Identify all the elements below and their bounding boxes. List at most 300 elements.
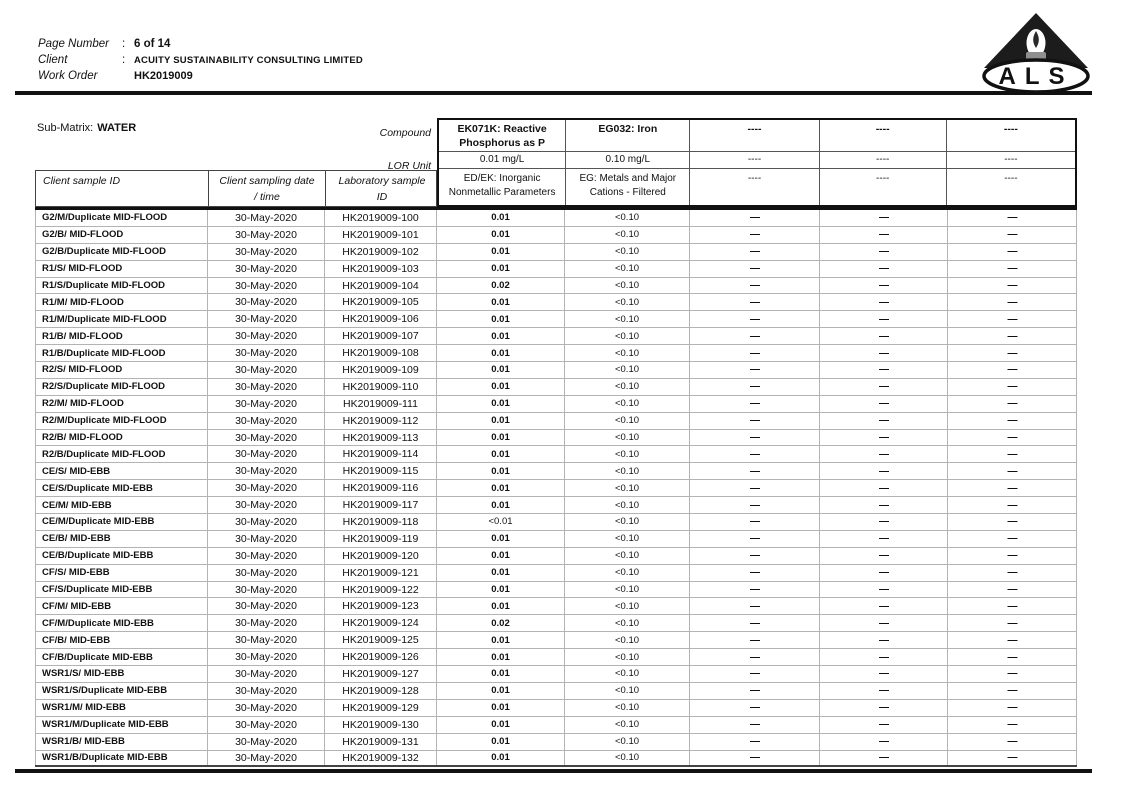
result-value-cell: <0.10 bbox=[565, 379, 690, 395]
sampling-date-cell: 30-May-2020 bbox=[208, 649, 325, 665]
table-row bbox=[35, 446, 1077, 463]
result-value-cell: — bbox=[948, 598, 1077, 614]
result-value-cell: <0.10 bbox=[565, 683, 690, 699]
result-value-cell: <0.10 bbox=[565, 294, 690, 310]
sampling-date-cell: 30-May-2020 bbox=[208, 278, 325, 294]
work-order-label: Work Order bbox=[38, 70, 98, 82]
result-value-cell: <0.10 bbox=[565, 480, 690, 496]
result-value-cell: — bbox=[948, 514, 1077, 530]
lab-sample-id-cell: HK2019009-100 bbox=[325, 210, 437, 226]
result-value-cell: <0.10 bbox=[565, 700, 690, 716]
result-value-cell: — bbox=[690, 683, 820, 699]
table-row bbox=[35, 666, 1077, 683]
result-value-cell: — bbox=[820, 598, 948, 614]
client-sample-id-cell: R2/S/Duplicate MID-FLOOD bbox=[35, 379, 208, 395]
result-value-cell: 0.01 bbox=[437, 328, 565, 344]
result-value-cell: — bbox=[690, 598, 820, 614]
result-value-cell: — bbox=[948, 683, 1077, 699]
compound-lor: 0.01 mg/L bbox=[439, 152, 565, 169]
sampling-date-cell: 30-May-2020 bbox=[208, 328, 325, 344]
client-sample-id-cell: WSR1/S/Duplicate MID-EBB bbox=[35, 683, 208, 699]
result-value-cell: — bbox=[948, 430, 1077, 446]
sampling-date-cell: 30-May-2020 bbox=[208, 446, 325, 462]
page-number-row bbox=[38, 38, 363, 54]
client-sample-id-cell: CF/S/Duplicate MID-EBB bbox=[35, 582, 208, 598]
result-value-cell: <0.10 bbox=[565, 582, 690, 598]
table-row bbox=[35, 649, 1077, 666]
result-value-cell: 0.01 bbox=[437, 666, 565, 682]
table-row bbox=[35, 751, 1077, 768]
result-value-cell: — bbox=[690, 514, 820, 530]
als-logo bbox=[980, 10, 1092, 96]
compound-lor: ---- bbox=[820, 152, 946, 169]
sampling-date-header-line2: / time bbox=[254, 190, 280, 203]
sampling-date-cell: 30-May-2020 bbox=[208, 615, 325, 631]
result-value-cell: — bbox=[820, 278, 948, 294]
result-value-cell: 0.01 bbox=[437, 683, 565, 699]
sampling-date-cell: 30-May-2020 bbox=[208, 362, 325, 378]
client-sample-id-cell: R2/M/Duplicate MID-FLOOD bbox=[35, 413, 208, 429]
table-row bbox=[35, 717, 1077, 734]
result-value-cell: 0.01 bbox=[437, 751, 565, 766]
client-sample-id-cell: WSR1/B/Duplicate MID-EBB bbox=[35, 751, 208, 766]
result-value-cell: <0.10 bbox=[565, 227, 690, 243]
result-value-cell: 0.01 bbox=[437, 598, 565, 614]
client-row bbox=[38, 54, 363, 70]
client-sample-id-cell: WSR1/S/ MID-EBB bbox=[35, 666, 208, 682]
client-sample-id-cell: WSR1/B/ MID-EBB bbox=[35, 734, 208, 750]
lab-sample-id-cell: HK2019009-120 bbox=[325, 548, 437, 564]
result-value-cell: — bbox=[690, 751, 820, 766]
compound-column bbox=[690, 120, 819, 205]
table-row bbox=[35, 362, 1077, 379]
result-value-cell: <0.10 bbox=[565, 598, 690, 614]
result-value-cell: — bbox=[948, 294, 1077, 310]
work-order-value: HK2019009 bbox=[134, 70, 193, 82]
sampling-date-cell: 30-May-2020 bbox=[208, 565, 325, 581]
compound-method-group: EG: Metals and Major Cations - Filtered bbox=[579, 173, 677, 198]
sub-matrix-label: Sub-Matrix: bbox=[37, 122, 94, 134]
result-value-cell: <0.10 bbox=[565, 565, 690, 581]
results-table bbox=[35, 118, 1077, 773]
sampling-date-cell: 30-May-2020 bbox=[208, 734, 325, 750]
compound-name: ---- bbox=[820, 120, 946, 152]
result-value-cell: 0.02 bbox=[437, 278, 565, 294]
lab-sample-id-cell: HK2019009-128 bbox=[325, 683, 437, 699]
result-value-cell: — bbox=[690, 244, 820, 260]
client-sample-id-cell: R1/M/Duplicate MID-FLOOD bbox=[35, 311, 208, 327]
table-row bbox=[35, 244, 1077, 261]
sampling-date-cell: 30-May-2020 bbox=[208, 244, 325, 260]
lab-sample-id-cell: HK2019009-131 bbox=[325, 734, 437, 750]
result-value-cell: 0.01 bbox=[437, 565, 565, 581]
result-value-cell: 0.01 bbox=[437, 497, 565, 513]
sampling-date-cell: 30-May-2020 bbox=[208, 700, 325, 716]
result-value-cell: 0.01 bbox=[437, 446, 565, 462]
lab-sample-id-cell: HK2019009-102 bbox=[325, 244, 437, 260]
result-value-cell: 0.01 bbox=[437, 396, 565, 412]
result-value-cell: — bbox=[948, 278, 1077, 294]
result-value-cell: <0.10 bbox=[565, 278, 690, 294]
result-value-cell: — bbox=[690, 210, 820, 226]
table-row bbox=[35, 396, 1077, 413]
result-value-cell: <0.10 bbox=[565, 717, 690, 733]
client-sample-id-cell: R1/S/ MID-FLOOD bbox=[35, 261, 208, 277]
result-value-cell: — bbox=[690, 565, 820, 581]
als-logo-graphic bbox=[980, 10, 1092, 96]
result-value-cell: <0.01 bbox=[437, 514, 565, 530]
table-row bbox=[35, 514, 1077, 531]
sampling-date-cell: 30-May-2020 bbox=[208, 531, 325, 547]
lab-sample-id-cell: HK2019009-107 bbox=[325, 328, 437, 344]
sub-matrix-value: WATER bbox=[97, 122, 137, 134]
result-value-cell: — bbox=[948, 261, 1077, 277]
compound-column bbox=[566, 120, 690, 205]
sampling-date-cell: 30-May-2020 bbox=[208, 379, 325, 395]
result-value-cell: <0.10 bbox=[565, 751, 690, 766]
lab-sample-id-cell: HK2019009-118 bbox=[325, 514, 437, 530]
table-row bbox=[35, 261, 1077, 278]
client-sample-id-cell: CF/M/Duplicate MID-EBB bbox=[35, 615, 208, 631]
client-sample-id-cell: CF/B/Duplicate MID-EBB bbox=[35, 649, 208, 665]
sampling-date-cell: 30-May-2020 bbox=[208, 294, 325, 310]
sampling-date-cell: 30-May-2020 bbox=[208, 210, 325, 226]
table-row bbox=[35, 497, 1077, 514]
compound-method-group: ---- bbox=[1004, 173, 1018, 184]
result-value-cell: — bbox=[948, 582, 1077, 598]
client-sample-id-cell: G2/B/ MID-FLOOD bbox=[35, 227, 208, 243]
lab-sample-id-cell: HK2019009-126 bbox=[325, 649, 437, 665]
lab-sample-id-cell: HK2019009-123 bbox=[325, 598, 437, 614]
result-value-cell: 0.01 bbox=[437, 734, 565, 750]
colon: : bbox=[122, 38, 126, 50]
compound-column bbox=[820, 120, 947, 205]
compound-header-block bbox=[437, 118, 1077, 207]
result-value-cell: <0.10 bbox=[565, 413, 690, 429]
result-value-cell: 0.01 bbox=[437, 531, 565, 547]
sampling-date-cell: 30-May-2020 bbox=[208, 261, 325, 277]
table-row bbox=[35, 294, 1077, 311]
lab-sample-id-cell: HK2019009-106 bbox=[325, 311, 437, 327]
lab-sample-id-cell: HK2019009-130 bbox=[325, 717, 437, 733]
result-value-cell: — bbox=[690, 480, 820, 496]
colon: : bbox=[122, 54, 126, 66]
result-value-cell: — bbox=[948, 345, 1077, 361]
result-value-cell: 0.01 bbox=[437, 227, 565, 243]
result-value-cell: — bbox=[690, 649, 820, 665]
compound-name: ---- bbox=[690, 120, 818, 152]
result-value-cell: — bbox=[820, 210, 948, 226]
result-value-cell: 0.01 bbox=[437, 362, 565, 378]
client-sample-id-cell: CF/S/ MID-EBB bbox=[35, 565, 208, 581]
result-value-cell: <0.10 bbox=[565, 261, 690, 277]
table-row bbox=[35, 683, 1077, 700]
client-sample-id-cell: R2/M/ MID-FLOOD bbox=[35, 396, 208, 412]
result-value-cell: 0.01 bbox=[437, 294, 565, 310]
table-row bbox=[35, 615, 1077, 632]
result-value-cell: — bbox=[820, 396, 948, 412]
sampling-date-cell: 30-May-2020 bbox=[208, 413, 325, 429]
result-value-cell: — bbox=[690, 548, 820, 564]
result-value-cell: — bbox=[820, 717, 948, 733]
lab-sample-id-cell: HK2019009-109 bbox=[325, 362, 437, 378]
result-value-cell: 0.01 bbox=[437, 345, 565, 361]
compound-lor: 0.10 mg/L bbox=[566, 152, 689, 169]
result-value-cell: — bbox=[948, 362, 1077, 378]
result-value-cell: <0.10 bbox=[565, 734, 690, 750]
table-row bbox=[35, 565, 1077, 582]
result-value-cell: <0.10 bbox=[565, 430, 690, 446]
lab-sample-id-cell: HK2019009-119 bbox=[325, 531, 437, 547]
result-value-cell: — bbox=[820, 261, 948, 277]
table-row bbox=[35, 430, 1077, 447]
result-value-cell: — bbox=[948, 244, 1077, 260]
sampling-date-cell: 30-May-2020 bbox=[208, 582, 325, 598]
result-value-cell: 0.01 bbox=[437, 480, 565, 496]
result-value-cell: <0.10 bbox=[565, 345, 690, 361]
result-value-cell: — bbox=[820, 666, 948, 682]
result-value-cell: — bbox=[948, 751, 1077, 766]
result-value-cell: <0.10 bbox=[565, 514, 690, 530]
result-value-cell: — bbox=[948, 649, 1077, 665]
lab-sample-id-cell: HK2019009-116 bbox=[325, 480, 437, 496]
result-value-cell: — bbox=[948, 379, 1077, 395]
table-row bbox=[35, 632, 1077, 649]
client-sample-id-cell: G2/M/Duplicate MID-FLOOD bbox=[35, 210, 208, 226]
sampling-date-cell: 30-May-2020 bbox=[208, 227, 325, 243]
footer-divider bbox=[15, 769, 1092, 773]
table-row bbox=[35, 328, 1077, 345]
client-sample-id-cell: R2/B/ MID-FLOOD bbox=[35, 430, 208, 446]
lab-sample-id-cell: HK2019009-103 bbox=[325, 261, 437, 277]
compound-name: EG032: Iron bbox=[566, 120, 689, 152]
client-sample-id-cell: R2/S/ MID-FLOOD bbox=[35, 362, 208, 378]
result-value-cell: — bbox=[820, 463, 948, 479]
result-value-cell: <0.10 bbox=[565, 362, 690, 378]
table-row bbox=[35, 210, 1077, 227]
result-value-cell: — bbox=[690, 666, 820, 682]
result-value-cell: — bbox=[690, 227, 820, 243]
header-divider bbox=[15, 91, 1092, 95]
result-value-cell: — bbox=[948, 413, 1077, 429]
result-value-cell: — bbox=[690, 615, 820, 631]
result-value-cell: — bbox=[948, 700, 1077, 716]
lab-sample-id-cell: HK2019009-113 bbox=[325, 430, 437, 446]
result-value-cell: <0.10 bbox=[565, 497, 690, 513]
result-value-cell: — bbox=[690, 379, 820, 395]
client-sample-id-cell: CE/S/Duplicate MID-EBB bbox=[35, 480, 208, 496]
result-value-cell: — bbox=[820, 734, 948, 750]
lab-sample-id-cell: HK2019009-129 bbox=[325, 700, 437, 716]
result-value-cell: — bbox=[690, 345, 820, 361]
lab-sample-id-header bbox=[326, 171, 438, 206]
result-value-cell: — bbox=[690, 430, 820, 446]
result-value-cell: <0.10 bbox=[565, 649, 690, 665]
result-value-cell: — bbox=[690, 328, 820, 344]
sampling-date-cell: 30-May-2020 bbox=[208, 751, 325, 766]
sampling-date-cell: 30-May-2020 bbox=[208, 311, 325, 327]
result-value-cell: — bbox=[948, 717, 1077, 733]
lab-sample-id-cell: HK2019009-125 bbox=[325, 632, 437, 648]
result-value-cell: 0.02 bbox=[437, 615, 565, 631]
sampling-date-cell: 30-May-2020 bbox=[208, 666, 325, 682]
sampling-date-cell: 30-May-2020 bbox=[208, 598, 325, 614]
lab-sample-id-cell: HK2019009-122 bbox=[325, 582, 437, 598]
compound-lor: ---- bbox=[947, 152, 1075, 169]
compound-column bbox=[439, 120, 566, 205]
sampling-date-cell: 30-May-2020 bbox=[208, 632, 325, 648]
result-value-cell: — bbox=[690, 311, 820, 327]
result-value-cell: — bbox=[820, 446, 948, 462]
result-value-cell: 0.01 bbox=[437, 632, 565, 648]
sampling-date-cell: 30-May-2020 bbox=[208, 480, 325, 496]
table-row bbox=[35, 548, 1077, 565]
compound-name: EK071K: Reactive Phosphorus as P bbox=[439, 120, 565, 152]
table-row bbox=[35, 734, 1077, 751]
result-value-cell: — bbox=[690, 531, 820, 547]
table-row bbox=[35, 463, 1077, 480]
result-value-cell: 0.01 bbox=[437, 430, 565, 446]
result-value-cell: — bbox=[820, 700, 948, 716]
table-row bbox=[35, 227, 1077, 244]
result-value-cell: 0.01 bbox=[437, 244, 565, 260]
result-value-cell: 0.01 bbox=[437, 717, 565, 733]
result-value-cell: — bbox=[820, 582, 948, 598]
result-value-cell: — bbox=[948, 666, 1077, 682]
result-value-cell: — bbox=[690, 734, 820, 750]
result-value-cell: — bbox=[948, 446, 1077, 462]
client-sample-id-cell: CF/B/ MID-EBB bbox=[35, 632, 208, 648]
result-value-cell: — bbox=[948, 210, 1077, 226]
client-sample-id-cell: CF/M/ MID-EBB bbox=[35, 598, 208, 614]
result-value-cell: 0.01 bbox=[437, 261, 565, 277]
lab-sample-id-cell: HK2019009-108 bbox=[325, 345, 437, 361]
result-value-cell: — bbox=[820, 430, 948, 446]
result-value-cell: <0.10 bbox=[565, 210, 690, 226]
compound-column bbox=[947, 120, 1075, 205]
result-value-cell: — bbox=[820, 294, 948, 310]
result-value-cell: — bbox=[690, 261, 820, 277]
client-sample-id-cell: WSR1/M/ MID-EBB bbox=[35, 700, 208, 716]
lab-sample-header-line1: Laboratory sample bbox=[338, 175, 426, 187]
result-value-cell: — bbox=[690, 278, 820, 294]
sampling-date-cell: 30-May-2020 bbox=[208, 717, 325, 733]
client-sample-id-cell: CE/S/ MID-EBB bbox=[35, 463, 208, 479]
result-value-cell: — bbox=[948, 548, 1077, 564]
result-value-cell: — bbox=[948, 632, 1077, 648]
sampling-date-header bbox=[209, 171, 326, 206]
result-value-cell: <0.10 bbox=[565, 244, 690, 260]
result-value-cell: — bbox=[690, 717, 820, 733]
result-value-cell: 0.01 bbox=[437, 210, 565, 226]
result-value-cell: 0.01 bbox=[437, 379, 565, 395]
result-value-cell: — bbox=[820, 514, 948, 530]
sampling-date-cell: 30-May-2020 bbox=[208, 497, 325, 513]
als-logo-text: ALS bbox=[998, 63, 1074, 90]
compound-method-group: ---- bbox=[747, 173, 762, 184]
table-row bbox=[35, 413, 1077, 430]
result-value-cell: — bbox=[820, 227, 948, 243]
table-row bbox=[35, 598, 1077, 615]
table-row bbox=[35, 480, 1077, 497]
result-value-cell: <0.10 bbox=[565, 396, 690, 412]
sampling-date-cell: 30-May-2020 bbox=[208, 345, 325, 361]
lab-sample-id-cell: HK2019009-114 bbox=[325, 446, 437, 462]
result-value-cell: <0.10 bbox=[565, 328, 690, 344]
result-value-cell: — bbox=[820, 244, 948, 260]
result-value-cell: — bbox=[820, 497, 948, 513]
result-value-cell: — bbox=[948, 463, 1077, 479]
result-value-cell: — bbox=[948, 565, 1077, 581]
client-value: ACUITY SUSTAINABILITY CONSULTING LIMITED bbox=[134, 55, 363, 66]
compound-method-group: ---- bbox=[876, 173, 890, 184]
compound-lor: ---- bbox=[690, 152, 818, 169]
table-row bbox=[35, 278, 1077, 295]
page-number-value: 6 of 14 bbox=[134, 38, 171, 50]
lor-unit-row-label: LOR Unit bbox=[387, 160, 431, 172]
result-value-cell: <0.10 bbox=[565, 615, 690, 631]
result-value-cell: 0.01 bbox=[437, 463, 565, 479]
result-value-cell: — bbox=[948, 480, 1077, 496]
sample-columns-header bbox=[35, 170, 437, 207]
compound-row-label: Compound bbox=[379, 127, 431, 139]
client-sample-id-cell: CE/B/Duplicate MID-EBB bbox=[35, 548, 208, 564]
result-value-cell: — bbox=[948, 396, 1077, 412]
client-sample-id-cell: G2/B/Duplicate MID-FLOOD bbox=[35, 244, 208, 260]
client-sample-id-cell: CE/M/Duplicate MID-EBB bbox=[35, 514, 208, 530]
result-value-cell: — bbox=[690, 362, 820, 378]
result-value-cell: — bbox=[948, 615, 1077, 631]
table-row bbox=[35, 700, 1077, 717]
result-value-cell: 0.01 bbox=[437, 582, 565, 598]
result-value-cell: 0.01 bbox=[437, 548, 565, 564]
compound-method-group: ED/EK: Inorganic Nonmetallic Parameters bbox=[448, 173, 556, 198]
lab-sample-id-cell: HK2019009-105 bbox=[325, 294, 437, 310]
work-order-row bbox=[38, 70, 363, 86]
sampling-date-cell: 30-May-2020 bbox=[208, 514, 325, 530]
result-value-cell: <0.10 bbox=[565, 311, 690, 327]
result-value-cell: — bbox=[948, 734, 1077, 750]
result-value-cell: — bbox=[820, 345, 948, 361]
client-sample-id-cell: CE/B/ MID-EBB bbox=[35, 531, 208, 547]
client-sample-id-cell: R1/M/ MID-FLOOD bbox=[35, 294, 208, 310]
sampling-date-cell: 30-May-2020 bbox=[208, 396, 325, 412]
result-value-cell: — bbox=[690, 413, 820, 429]
result-value-cell: — bbox=[820, 649, 948, 665]
table-row bbox=[35, 311, 1077, 328]
result-value-cell: <0.10 bbox=[565, 446, 690, 462]
result-value-cell: — bbox=[820, 379, 948, 395]
lab-sample-id-cell: HK2019009-124 bbox=[325, 615, 437, 631]
result-value-cell: — bbox=[690, 582, 820, 598]
lab-sample-id-cell: HK2019009-112 bbox=[325, 413, 437, 429]
result-value-cell: — bbox=[948, 328, 1077, 344]
result-value-cell: 0.01 bbox=[437, 700, 565, 716]
client-sample-id-cell: R1/S/Duplicate MID-FLOOD bbox=[35, 278, 208, 294]
sampling-date-cell: 30-May-2020 bbox=[208, 430, 325, 446]
table-body bbox=[35, 210, 1077, 767]
lab-sample-id-cell: HK2019009-127 bbox=[325, 666, 437, 682]
client-sample-id-cell: R2/B/Duplicate MID-FLOOD bbox=[35, 446, 208, 462]
lab-sample-id-cell: HK2019009-101 bbox=[325, 227, 437, 243]
sampling-date-cell: 30-May-2020 bbox=[208, 463, 325, 479]
result-value-cell: — bbox=[820, 311, 948, 327]
table-row bbox=[35, 531, 1077, 548]
client-sample-id-header: Client sample ID bbox=[36, 171, 209, 206]
lab-sample-id-cell: HK2019009-115 bbox=[325, 463, 437, 479]
result-value-cell: <0.10 bbox=[565, 463, 690, 479]
result-value-cell: — bbox=[948, 497, 1077, 513]
